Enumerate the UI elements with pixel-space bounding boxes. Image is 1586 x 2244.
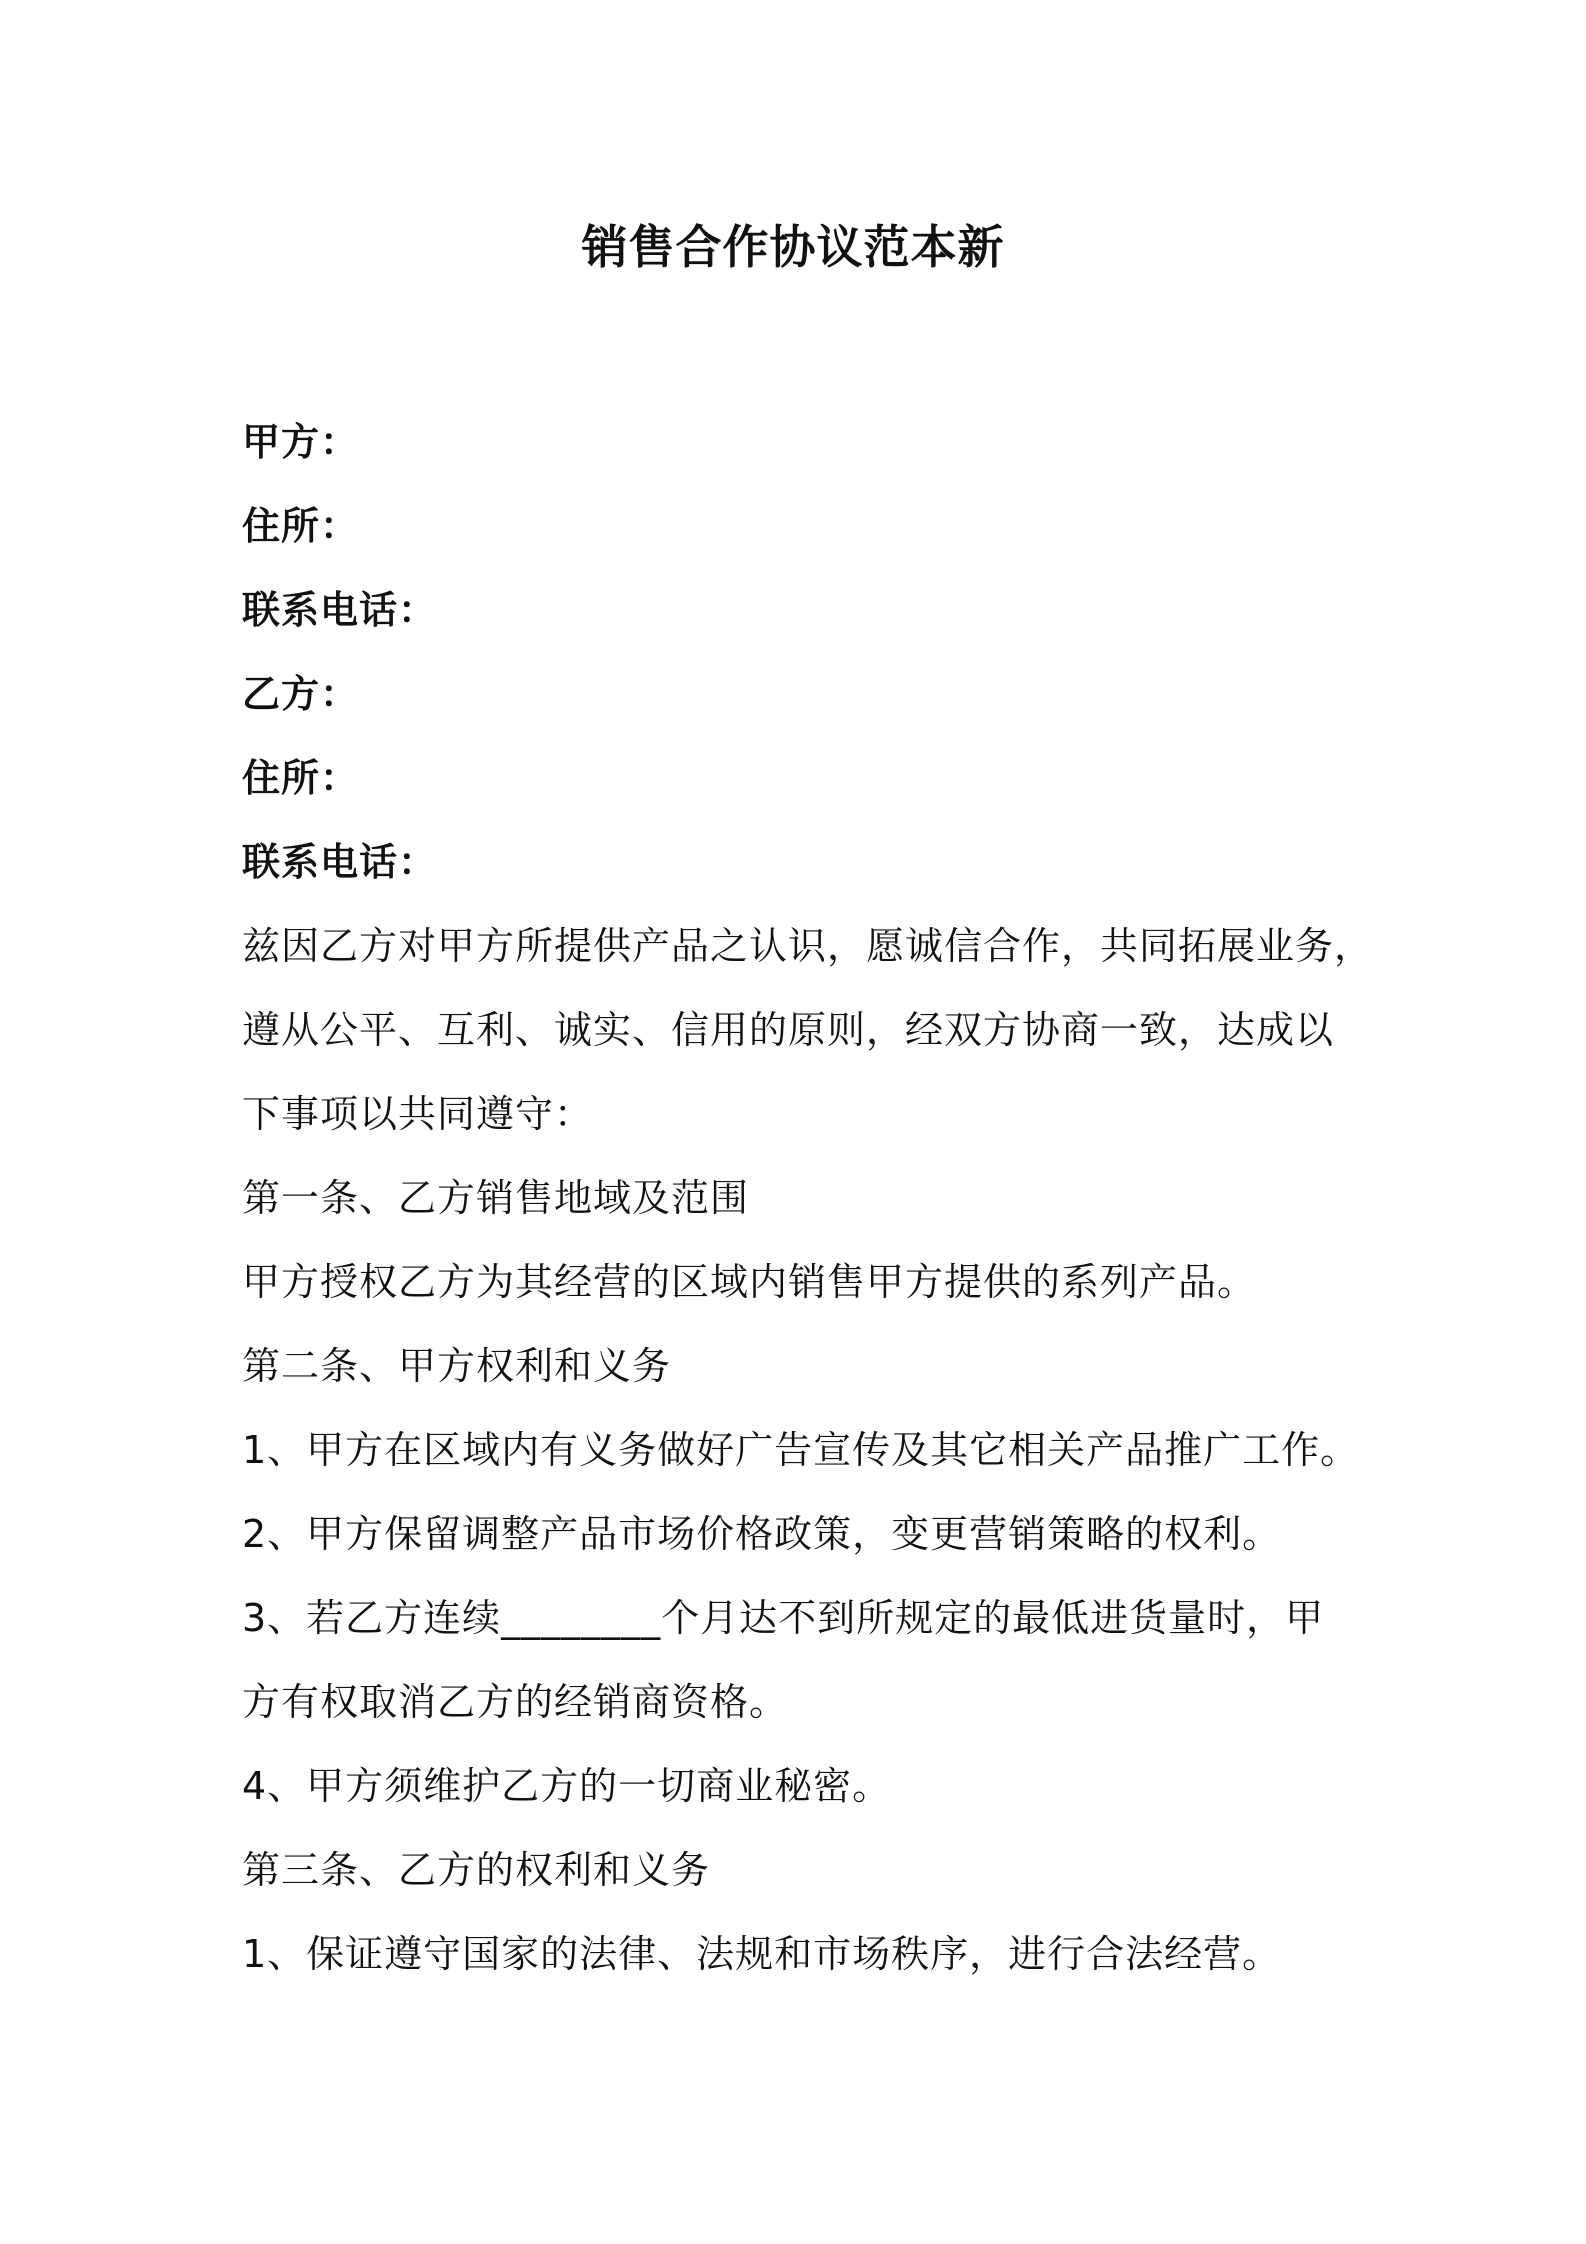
article-2-item-3-line-1: 3、若乙方连续________个月达不到所规定的最低进货量时，甲	[242, 1596, 1325, 1640]
article-1-heading: 第一条、乙方销售地域及范围	[242, 1176, 750, 1220]
preamble-line-2: 遵从公平、互利、诚实、信用的原则，经双方协商一致，达成以	[242, 1008, 1335, 1052]
article-2-item-1: 1、甲方在区域内有义务做好广告宣传及其它相关产品推广工作。	[242, 1428, 1360, 1472]
party-a-address-label: 住所：	[242, 504, 360, 548]
preamble-line-3: 下事项以共同遵守：	[242, 1092, 594, 1136]
party-a-label: 甲方：	[242, 420, 360, 464]
document-title: 销售合作协议范本新	[581, 220, 1005, 274]
party-b-phone-label: 联系电话：	[242, 840, 438, 884]
article-2-item-3-line-2: 方有权取消乙方的经销商资格。	[242, 1680, 789, 1724]
article-2-item-2: 2、甲方保留调整产品市场价格政策，变更营销策略的权利。	[242, 1512, 1282, 1556]
article-1-text: 甲方授权乙方为其经营的区域内销售甲方提供的系列产品。	[242, 1260, 1257, 1304]
article-3-item-1: 1、保证遵守国家的法律、法规和市场秩序，进行合法经营。	[242, 1932, 1282, 1976]
article-2-heading: 第二条、甲方权利和义务	[242, 1344, 672, 1388]
party-a-phone-label: 联系电话：	[242, 588, 438, 632]
article-3-heading: 第三条、乙方的权利和义务	[242, 1848, 711, 1892]
party-b-address-label: 住所：	[242, 756, 360, 800]
document-body	[242, 400, 1374, 1996]
preamble-line-1: 兹因乙方对甲方所提供产品之认识，愿诚信合作，共同拓展业务，	[242, 924, 1374, 968]
article-2-item-4: 4、甲方须维护乙方的一切商业秘密。	[242, 1764, 892, 1808]
party-b-label: 乙方：	[242, 672, 360, 716]
